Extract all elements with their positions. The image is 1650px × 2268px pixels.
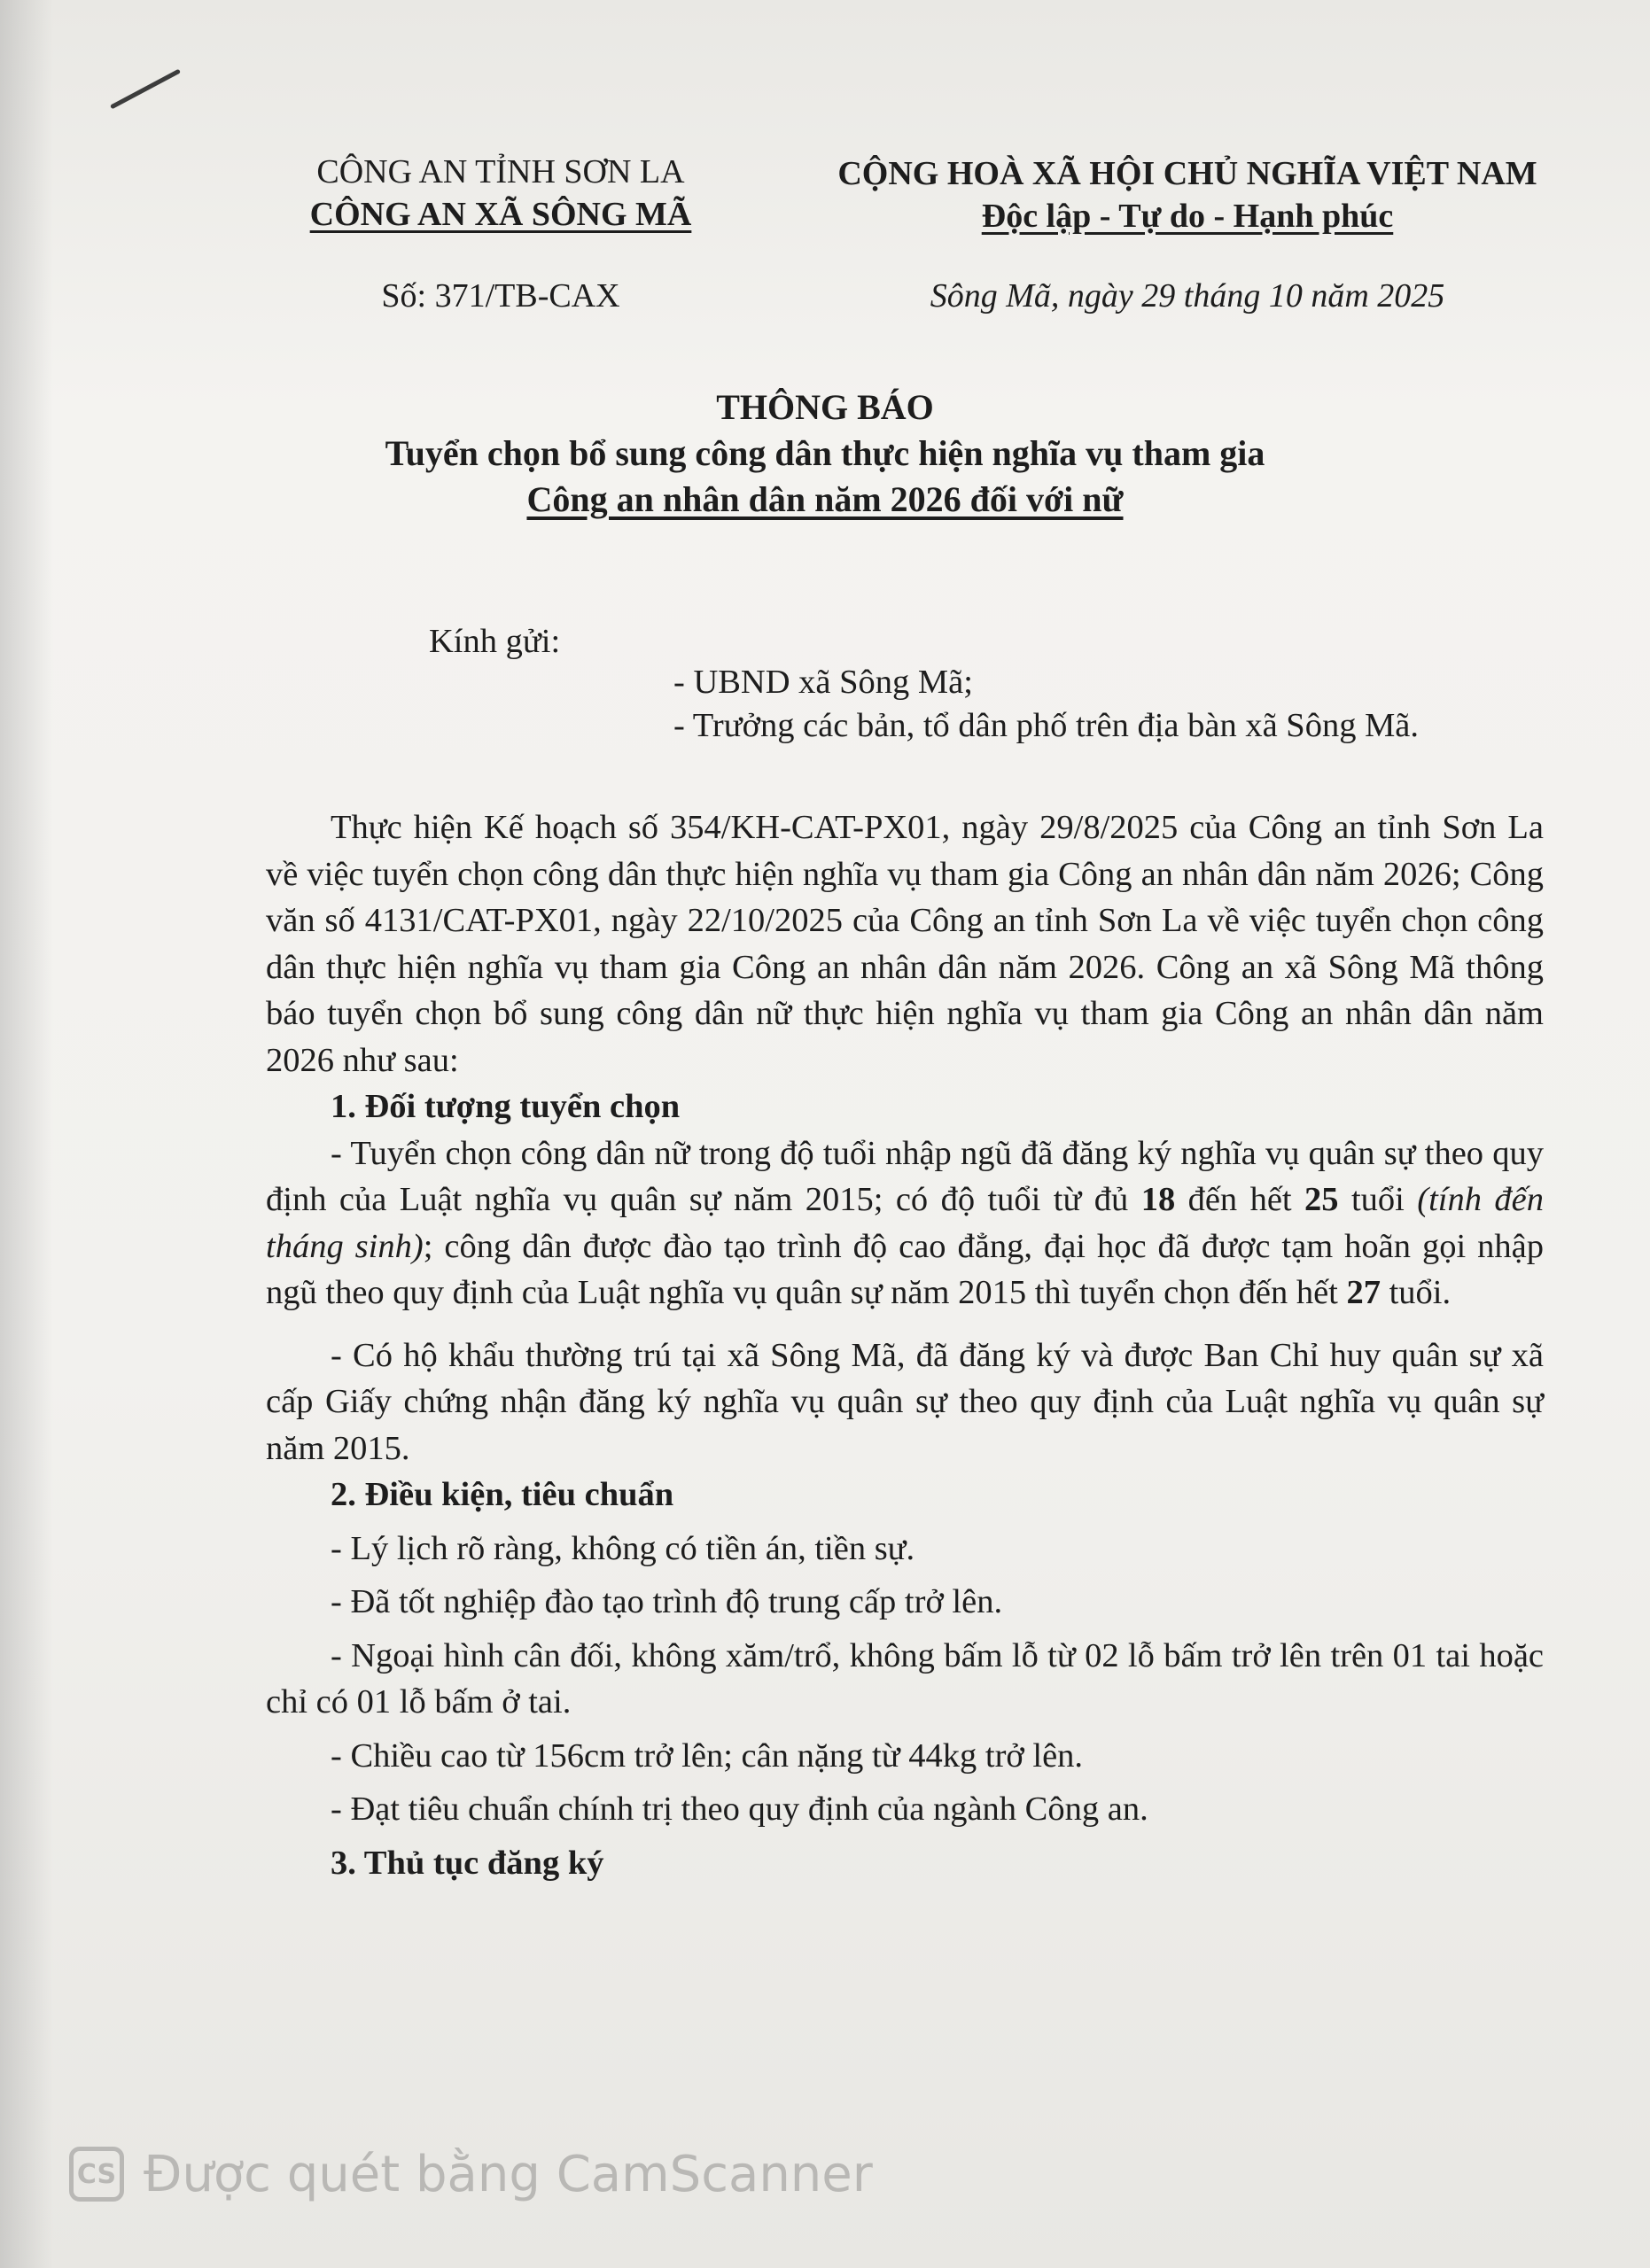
section-3-heading: 3. Thủ tục đăng ký	[331, 1844, 604, 1882]
camscanner-watermark	[69, 2142, 873, 2206]
section-2-item-2: - Đã tốt nghiệp đào tạo trình độ trung cấp trở lên.	[331, 1583, 1003, 1620]
section-2-item-4: - Chiều cao từ 156cm trở lên; cân nặng từ 44kg trở lên.	[331, 1736, 1084, 1775]
document-title: THÔNG BÁO	[716, 387, 934, 427]
section-1-paragraph-2: - Có hộ khẩu thường trú tại xã Sông Mã, đã đăng ký và được Ban Chỉ huy quân sự xã cấp Giấy chứng nhận đăng ký nghĩa vụ quân sự theo quy định của Luật nghĩa vụ quân sự năm 2015.	[266, 1336, 1544, 1467]
issuer-unit: CÔNG AN XÃ SÔNG MÃ	[309, 196, 692, 233]
intro-paragraph: Thực hiện Kế hoạch số 354/KH-CAT-PX01, ngày 29/8/2025 của Công an tỉnh Sơn La về việc tuyển chọn công dân thực hiện nghĩa vụ tham gia Công an nhân dân năm 2026; Công văn số 4131/CAT-PX01, ngày 22/10/2025 của Công an tỉnh Sơn La về việc tuyển chọn công dân thực hiện nghĩa vụ tham gia Công an nhân dân năm 2026. Công an xã Sông Mã thông báo tuyển chọn bổ sung công dân nữ thực hiện nghĩa vụ tham gia Công an nhân dân năm 2026 như sau:	[266, 809, 1544, 1079]
section-1-paragraph-1: - Tuyển chọn công dân nữ trong độ tuổi nhập ngũ đã đăng ký nghĩa vụ quân sự theo quy định của Luật nghĩa vụ quân sự năm 2015; có độ tuổi từ đủ 18 đến hết 25 tuổi (tính đến tháng sinh); công dân được đào tạo trình độ cao đẳng, đại học đã được tạm hoãn gọi nhập ngũ theo quy định của Luật nghĩa vụ quân sự năm 2015 thì tuyển chọn đến hết 27 tuổi.	[266, 1134, 1544, 1311]
section-2-item-5: - Đạt tiêu chuẩn chính trị theo quy định của ngành Công an.	[331, 1790, 1148, 1828]
document-body	[266, 804, 1544, 1886]
camscanner-watermark-text: Được quét bằng CamScanner	[144, 2145, 873, 2203]
national-title-block	[771, 152, 1604, 237]
national-motto: Độc lập - Tự do - Hạnh phúc	[981, 198, 1394, 235]
document-subtitle-line2: Công an nhân dân năm 2026 đối với nữ	[526, 479, 1124, 519]
document-title-block	[177, 384, 1473, 523]
recipient-2: - Trưởng các bản, tổ dân phố trên địa bàn xã Sông Mã.	[673, 707, 1420, 744]
issuer-parent: CÔNG AN TỈNH SƠN LA	[316, 153, 685, 190]
document-number: Số: 371/TB-CAX	[381, 277, 620, 315]
document-subtitle-line1: Tuyển chọn bổ sung công dân thực hiện nghĩa vụ tham gia	[385, 433, 1265, 473]
issuer-block	[266, 151, 735, 236]
section-2-heading: 2. Điều kiện, tiêu chuẩn	[331, 1476, 674, 1513]
pen-mark	[110, 69, 181, 110]
page-edge-shadow	[0, 0, 53, 2268]
national-title: CỘNG HOÀ XÃ HỘI CHỦ NGHĨA VIỆT NAM	[837, 155, 1537, 192]
document-date: Sông Mã, ngày 29 tháng 10 năm 2025	[930, 277, 1445, 315]
section-2-item-3: - Ngoại hình cân đối, không xăm/trổ, không bấm lỗ từ 02 lỗ bấm trở lên trên 01 tai hoặc chỉ có 01 lỗ bấm ở tai.	[266, 1636, 1544, 1720]
camscanner-logo-icon: CS	[69, 2147, 124, 2202]
recipients-label: Kính gửi:	[429, 623, 561, 660]
recipient-1: - UBND xã Sông Mã;	[673, 664, 973, 701]
section-1-heading: 1. Đối tượng tuyển chọn	[331, 1088, 681, 1125]
section-2-item-1: - Lý lịch rõ ràng, không có tiền án, tiền sự.	[331, 1529, 915, 1567]
